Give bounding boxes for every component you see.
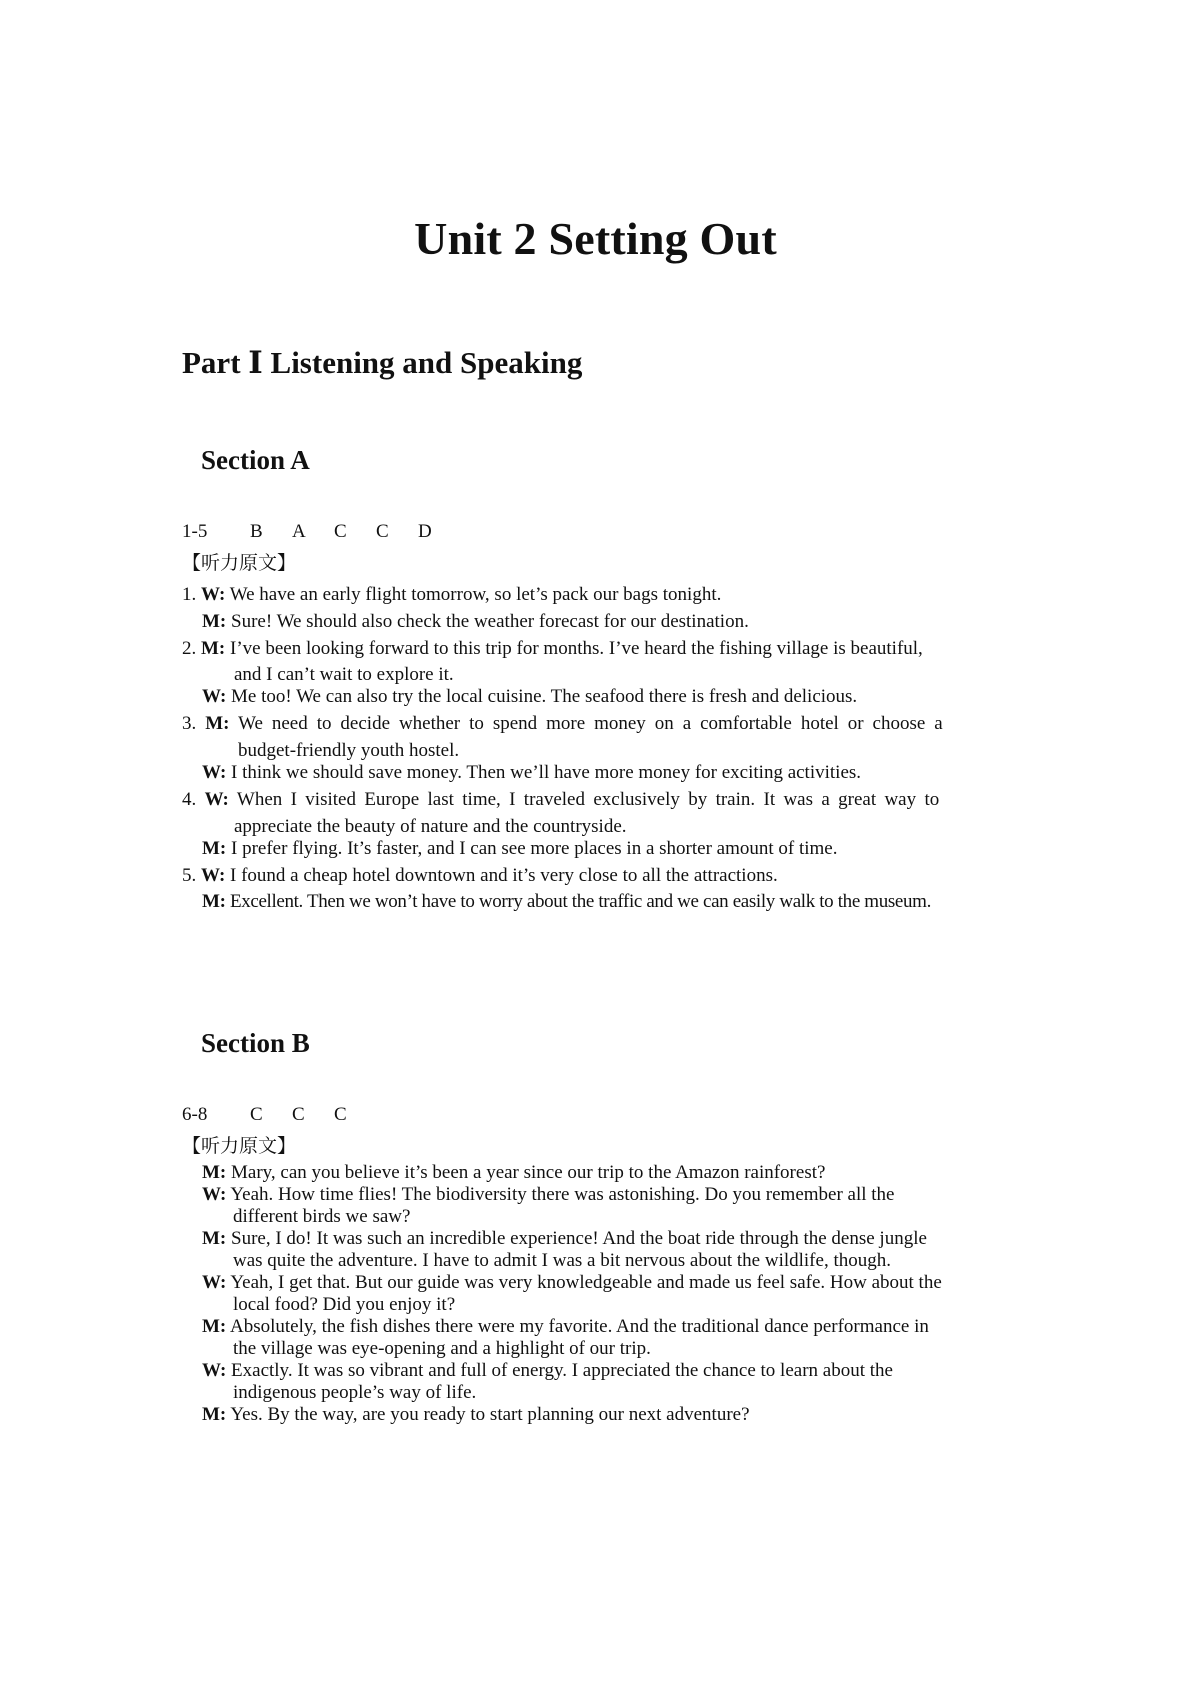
section-b-answer-key: [182, 1099, 1020, 1131]
utterance: I found a cheap hotel downtown and it’s very close to all the attractions.: [230, 864, 778, 886]
answer: C: [292, 1104, 305, 1125]
utterance: When I visited Europe last time, I traveled exclusively by train. It was a great way to: [236, 788, 940, 810]
utterance: I think we should save money. Then we’ll have more money for exciting activities.: [231, 761, 862, 783]
item-number: 3.: [182, 713, 197, 735]
utterance-continued: local food? Did you enjoy it?: [233, 1294, 456, 1316]
section-a-body: [182, 516, 1020, 913]
dialogue-turn: [182, 1184, 1020, 1228]
transcript-item: [182, 708, 1020, 784]
speaker-label: W:: [201, 864, 226, 886]
answer: C: [334, 521, 347, 542]
answer: B: [250, 521, 263, 542]
speaker-label: W:: [202, 1272, 227, 1294]
item-number: 1.: [182, 584, 197, 606]
utterance-continued: budget-friendly youth hostel.: [238, 739, 460, 761]
speaker-label: W:: [201, 584, 226, 606]
transcript-label: 【听力原文】: [182, 552, 297, 574]
transcript-item: [182, 579, 1020, 633]
dialogue-turn: [182, 1162, 1020, 1184]
speaker-label: M:: [202, 610, 227, 632]
section-a-answer-key: [182, 516, 1020, 548]
speaker-label: M:: [202, 837, 227, 859]
answer-range: 6-8: [182, 1104, 208, 1125]
speaker-label: M:: [202, 1162, 227, 1184]
utterance: Sure, I do! It was such an incredible experience! And the boat ride through the dense jungle: [231, 1228, 927, 1250]
utterance-continued: indigenous people’s way of life.: [233, 1382, 477, 1404]
utterance: Mary, can you believe it’s been a year since our trip to the Amazon rainforest?: [231, 1162, 826, 1184]
answer: A: [292, 521, 306, 542]
utterance: Absolutely, the fish dishes there were my favorite. And the traditional dance performance in: [229, 1316, 929, 1338]
transcript-item: [182, 860, 1020, 914]
utterance: We need to decide whether to spend more money on a comfortable hotel or choose a: [238, 713, 943, 735]
part-heading: Part Ⅰ Listening and Speaking: [182, 345, 583, 380]
section-b-heading: Section B: [201, 1028, 310, 1058]
speaker-label: M:: [202, 1316, 227, 1338]
utterance: Yeah. How time flies! The biodiversity there was astonishing. Do you remember all the: [230, 1184, 895, 1206]
utterance-continued: the village was eye-opening and a highlight of our trip.: [233, 1338, 651, 1360]
speaker-label: W:: [202, 761, 227, 783]
item-number: 5.: [182, 864, 197, 886]
section-b-body: [182, 1099, 1020, 1426]
utterance: Sure! We should also check the weather forecast for our destination.: [231, 610, 749, 632]
answer: C: [250, 1104, 263, 1125]
utterance-continued: was quite the adventure. I have to admit I was a bit nervous about the wildlife, though.: [233, 1250, 891, 1272]
utterance: Exactly. It was so vibrant and full of energy. I appreciated the chance to learn about the: [231, 1360, 893, 1382]
answer: C: [334, 1104, 347, 1125]
dialogue-turn: [182, 1272, 1020, 1316]
dialogue-turn: [182, 1228, 1020, 1272]
section-a-heading: Section A: [201, 445, 310, 475]
speaker-label: M:: [202, 1228, 227, 1250]
item-number: 4.: [182, 788, 197, 810]
dialogue-turn: [182, 1360, 1020, 1404]
speaker-label: W:: [202, 1360, 227, 1382]
utterance-continued: different birds we saw?: [233, 1206, 411, 1228]
speaker-label: W:: [202, 686, 227, 708]
utterance-continued: and I can’t wait to explore it.: [234, 664, 454, 686]
dialogue-turn: [182, 1316, 1020, 1360]
answer-range: 1-5: [182, 521, 208, 542]
answer: D: [418, 521, 432, 542]
utterance: Excellent. Then we won’t have to worry about the traffic and we can easily walk to the museum.: [229, 891, 931, 913]
speaker-label: W:: [204, 788, 229, 810]
utterance: Yes. By the way, are you ready to start planning our next adventure?: [230, 1404, 750, 1426]
item-number: 2.: [182, 637, 197, 659]
transcript-item: [182, 784, 1020, 860]
speaker-label: W:: [202, 1184, 227, 1206]
unit-title: Unit 2 Setting Out: [414, 213, 777, 264]
utterance-continued: appreciate the beauty of nature and the countryside.: [234, 815, 627, 837]
answer: C: [376, 521, 389, 542]
utterance: Yeah, I get that. But our guide was very knowledgeable and made us feel safe. How about the: [230, 1272, 942, 1294]
speaker-label: M:: [202, 891, 226, 913]
dialogue-turn: [182, 1404, 1020, 1426]
utterance: We have an early flight tomorrow, so let’s pack our bags tonight.: [229, 584, 722, 606]
utterance: I prefer flying. It’s faster, and I can see more places in a shorter amount of time.: [231, 837, 838, 859]
speaker-label: M:: [205, 713, 230, 735]
transcript-label: 【听力原文】: [182, 1135, 297, 1157]
speaker-label: M:: [202, 1404, 227, 1426]
utterance: I’ve been looking forward to this trip for months. I’ve heard the fishing village is beautiful,: [230, 637, 923, 659]
speaker-label: M:: [201, 637, 226, 659]
transcript-item: [182, 633, 1020, 709]
utterance: Me too! We can also try the local cuisine. The seafood there is fresh and delicious.: [231, 686, 858, 708]
